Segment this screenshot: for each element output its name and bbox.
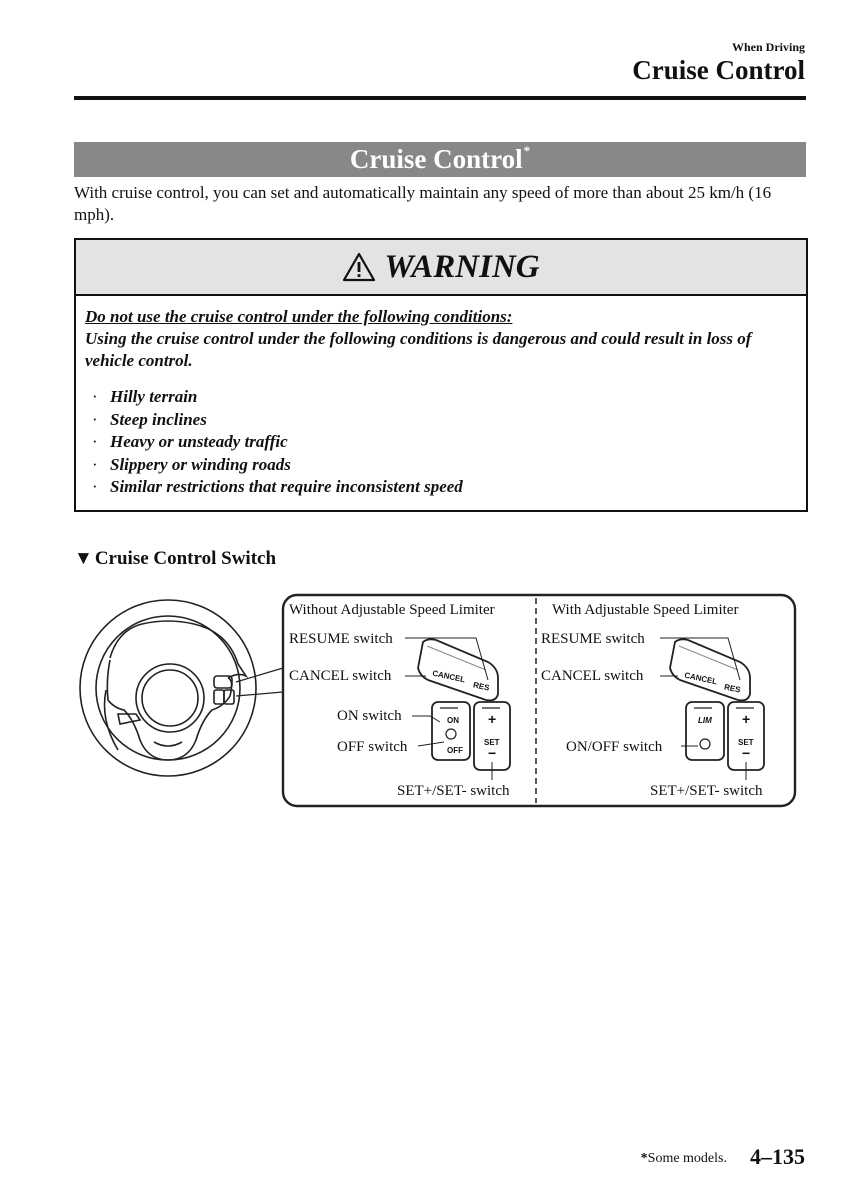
- label-resume-switch: RESUME switch: [289, 631, 393, 647]
- list-item: · Similar restrictions that require inconsistent speed: [92, 477, 463, 496]
- subsection-heading: [74, 546, 276, 572]
- subsection-title: Cruise Control Switch: [94, 548, 277, 569]
- label-set-switch: SET+/SET- switch: [397, 783, 510, 799]
- button-text-cancel: CANCEL: [683, 670, 719, 687]
- chapter-label: When Driving: [731, 40, 805, 54]
- list-item: · Steep inclines: [92, 409, 207, 429]
- label-onoff-switch: ON/OFF switch: [566, 739, 663, 755]
- triangle-marker-icon: ▼: [74, 548, 93, 569]
- warning-triangle-icon: [342, 252, 376, 282]
- label-resume-switch: RESUME switch: [541, 631, 645, 647]
- page-number: 4–135: [750, 1144, 805, 1169]
- button-text-res: RES: [472, 680, 491, 693]
- list-item: · Hilly terrain: [92, 387, 198, 406]
- button-text-lim: LIM: [698, 716, 712, 725]
- warning-lead: Do not use the cruise control under the following conditions:: [85, 307, 513, 326]
- section-title: Cruise Control: [349, 144, 523, 174]
- page-header-title: Cruise Control: [632, 55, 805, 85]
- section-title-bar: [74, 142, 806, 177]
- right-panel-heading: With Adjustable Speed Limiter: [552, 602, 739, 618]
- steering-wheel-illustration: [80, 600, 256, 776]
- button-text-minus: −: [742, 745, 751, 761]
- warning-header: [76, 240, 806, 296]
- footnote: [641, 1151, 727, 1167]
- label-cancel-switch: CANCEL switch: [289, 668, 392, 684]
- list-item: · Heavy or unsteady traffic: [92, 432, 288, 451]
- switch-panel-frame: [283, 595, 795, 806]
- header-rule: [74, 96, 806, 100]
- warning-lead-detail: Using the cruise control under the following conditions is dangerous and could result in loss of vehicle control.: [85, 329, 752, 370]
- switch-diagram: [78, 590, 800, 812]
- warning-box: [74, 238, 808, 512]
- footnote-mark: *: [640, 1151, 648, 1166]
- button-text-res: RES: [723, 682, 742, 695]
- some-models-mark: *: [523, 143, 531, 158]
- label-cancel-switch: CANCEL switch: [541, 668, 644, 684]
- warning-label: WARNING: [384, 248, 540, 285]
- button-text-set: SET: [484, 738, 500, 747]
- intro-paragraph: With cruise control, you can set and automatically maintain any speed of more than about 25 km/h (16 mph).: [74, 183, 772, 224]
- list-item: · Slippery or winding roads: [92, 454, 291, 474]
- button-text-plus: +: [488, 711, 497, 727]
- footnote-text: Some models.: [647, 1151, 727, 1166]
- button-text-set: SET: [738, 738, 754, 747]
- label-on-switch: ON switch: [337, 708, 402, 724]
- left-panel-heading: Without Adjustable Speed Limiter: [289, 602, 495, 618]
- button-text-on: ON: [447, 716, 459, 725]
- button-text-cancel: CANCEL: [431, 668, 467, 685]
- button-text-minus: −: [488, 745, 497, 761]
- label-set-switch: SET+/SET- switch: [650, 783, 763, 799]
- right-lim-button: [686, 702, 724, 760]
- label-off-switch: OFF switch: [337, 739, 408, 755]
- button-text-off: OFF: [447, 746, 463, 755]
- button-text-plus: +: [742, 711, 751, 727]
- warning-list: [85, 386, 797, 499]
- warning-body: [85, 306, 797, 499]
- diagram-drawing: [78, 590, 800, 812]
